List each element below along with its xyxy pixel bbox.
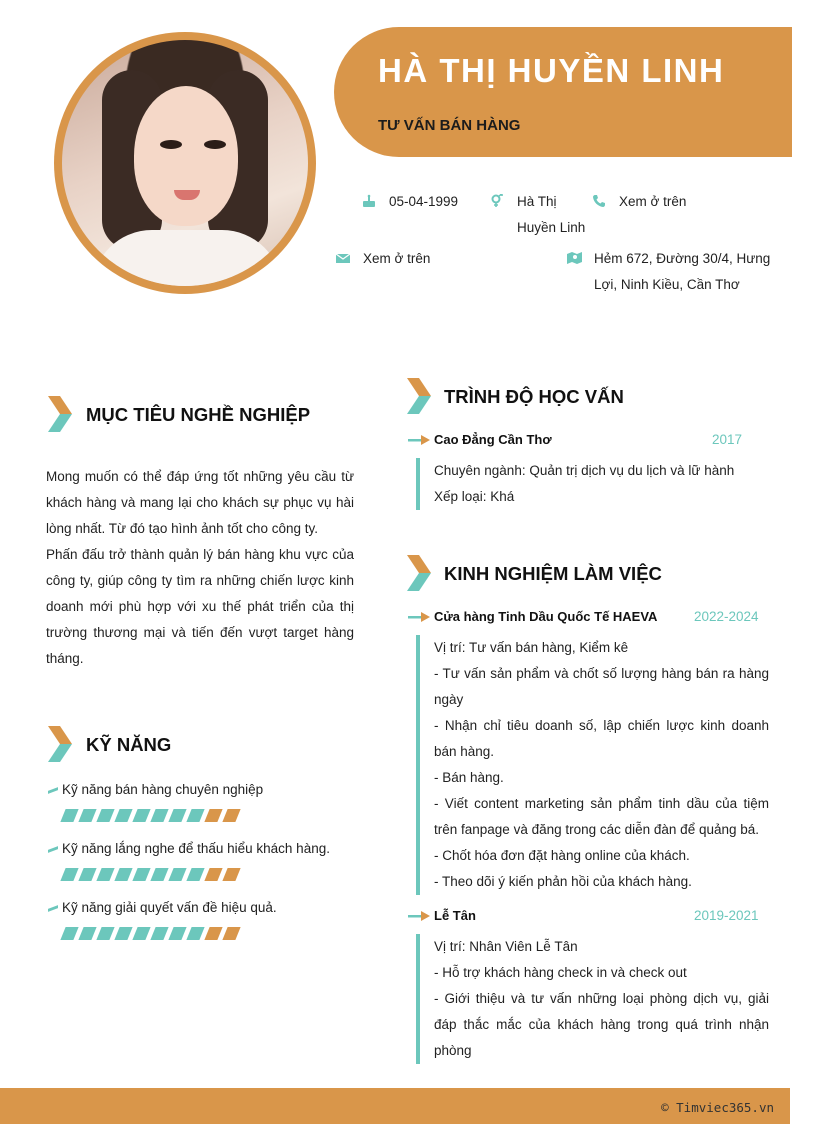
job-period: 2019-2021 [694, 908, 759, 923]
arrow-right-icon [408, 435, 430, 445]
gender-icon [490, 194, 504, 210]
skill-level-segment [114, 868, 132, 881]
job-detail-line: - Chốt hóa đơn đặt hàng online của khách. [434, 848, 690, 863]
chevron-arrow-icon [405, 376, 435, 416]
objective-text [46, 464, 354, 672]
job-detail-line: - Viết content marketing sản phẩm tinh dầu của tiệm trên fanpage và đăng trong các diễn đàn để quảng bá. [434, 796, 769, 837]
skill-level-bar [63, 809, 238, 822]
skills-title: KỸ NĂNG [86, 734, 172, 755]
chevron-arrow-icon [46, 394, 76, 434]
skill-level-bar [63, 868, 238, 881]
job-detail-line: - Theo dõi ý kiến phản hồi của khách hàng. [434, 874, 692, 889]
skill-level-segment [78, 809, 96, 822]
skill-level-bar [63, 927, 238, 940]
skill-level-segment [96, 927, 114, 940]
skill-level-segment [78, 927, 96, 940]
job-detail-line: Vị trí: Tư vấn bán hàng, Kiểm kê [434, 640, 629, 655]
education-detail-line: Chuyên ngành: Quản trị dịch vụ du lịch và lữ hành [434, 463, 735, 478]
skill-level-segment [204, 809, 222, 822]
dash-icon [48, 787, 58, 794]
skill-level-segment [186, 868, 204, 881]
cake-icon [362, 194, 376, 210]
job-company: Lễ Tân [434, 908, 476, 923]
skill-level-segment [96, 809, 114, 822]
skill-level-segment [168, 868, 186, 881]
dash-icon [48, 905, 58, 912]
skill-level-segment [222, 927, 240, 940]
job-details [434, 934, 769, 1064]
address-info: Hẻm 672, Đường 30/4, Hưng Lợi, Ninh Kiều, Cần Thơ [567, 246, 787, 300]
objective-title: MỤC TIÊU NGHỀ NGHIỆP [86, 404, 311, 425]
objective-paragraph-1: Mong muốn có thể đáp ứng tốt những yêu cầu từ khách hàng và mang lại cho khách sự phục vụ hài lòng nhất. Từ đó tạo hình ảnh tốt cho công ty. [46, 469, 354, 536]
dash-icon [48, 846, 58, 853]
education-school: Cao Đẳng Cần Thơ [434, 432, 552, 447]
job-period: 2022-2024 [694, 609, 759, 624]
timeline-line [416, 458, 420, 510]
job-detail-line: - Bán hàng. [434, 770, 504, 785]
arrow-right-icon [408, 612, 430, 622]
map-pin-icon [567, 251, 583, 267]
experience-title: KINH NGHIỆM LÀM VIỆC [444, 563, 662, 584]
skill-level-segment [204, 868, 222, 881]
skill-level-segment [60, 868, 78, 881]
timeline-line [416, 934, 420, 1064]
skill-level-segment [132, 809, 150, 822]
skill-level-segment [114, 927, 132, 940]
chevron-arrow-icon [405, 553, 435, 593]
skill-level-segment [96, 868, 114, 881]
skill-level-segment [132, 868, 150, 881]
arrow-right-icon [408, 911, 430, 921]
skill-level-segment [222, 868, 240, 881]
mail-icon [336, 251, 350, 267]
skill-level-segment [168, 809, 186, 822]
job-detail-line: - Giới thiệu và tư vấn những loại phòng dịch vụ, giải đáp thắc mắc của khách hàng trong quá trình nhận phòng [434, 991, 769, 1058]
footer-bar [0, 1088, 790, 1124]
education-details [434, 458, 769, 510]
skill-level-segment [186, 927, 204, 940]
education-year: 2017 [712, 432, 743, 447]
chevron-arrow-icon [46, 724, 76, 764]
job-details [434, 635, 769, 895]
footer-copyright[interactable]: © Timviec365.vn [661, 1100, 774, 1115]
skill-level-segment [132, 927, 150, 940]
skill-level-segment [114, 809, 132, 822]
timeline-line [416, 635, 420, 895]
skill-level-segment [222, 809, 240, 822]
job-detail-line: - Tư vấn sản phẩm và chốt số lượng hàng bán ra hàng ngày [434, 666, 769, 707]
skill-level-segment [204, 927, 222, 940]
skill-level-segment [60, 927, 78, 940]
job-detail-line: Vị trí: Nhân Viên Lễ Tân [434, 939, 578, 954]
name-banner [334, 27, 792, 157]
candidate-name: HÀ THỊ HUYỀN LINH [378, 52, 725, 89]
phone-icon [592, 194, 606, 210]
skill-level-segment [150, 927, 168, 940]
education-detail-line: Xếp loại: Khá [434, 489, 515, 504]
skill-level-segment [186, 809, 204, 822]
skill-level-segment [60, 809, 78, 822]
objective-paragraph-2: Phấn đấu trở thành quản lý bán hàng khu vực của công ty, giúp công ty tìm ra những chiến lược kinh doanh mới phù hợp với xu thế phát triển của thị trường thương mại và tiến đến vượt target hàng tháng. [46, 547, 354, 666]
job-detail-line: - Nhận chỉ tiêu doanh số, lập chiến lược kinh doanh bán hàng. [434, 718, 769, 759]
skill-level-segment [78, 868, 96, 881]
avatar [62, 40, 308, 286]
job-detail-line: - Hỗ trợ khách hàng check in và check out [434, 965, 687, 980]
skill-level-segment [150, 809, 168, 822]
gender-info: Hà Thị Huyền Linh [490, 189, 590, 243]
skill-level-segment [168, 927, 186, 940]
job-company: Cửa hàng Tinh Dầu Quốc Tế HAEVA [434, 609, 658, 624]
candidate-role: TƯ VẤN BÁN HÀNG [378, 117, 521, 134]
education-title: TRÌNH ĐỘ HỌC VẤN [444, 386, 624, 407]
skill-level-segment [150, 868, 168, 881]
